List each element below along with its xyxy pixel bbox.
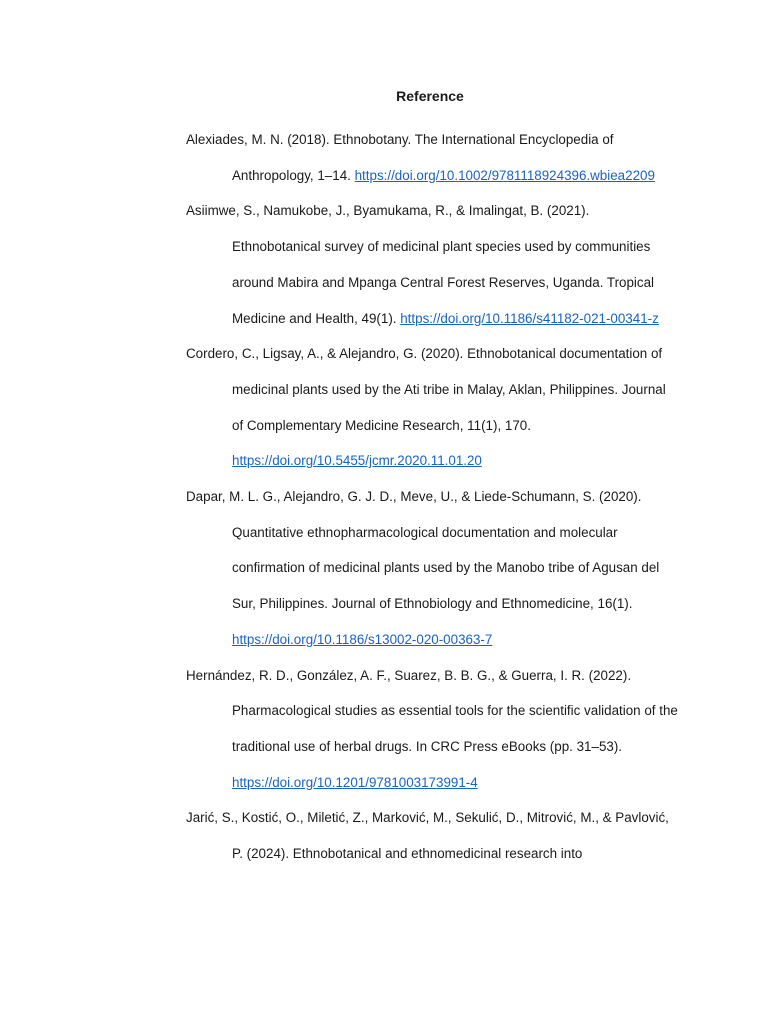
- reference-entry: [186, 193, 680, 336]
- reference-entry: [186, 479, 680, 658]
- reference-entry: [186, 336, 680, 479]
- reference-entry: [186, 658, 680, 801]
- reference-text: Dapar, M. L. G., Alejandro, G. J. D., Meve, U., & Liede-Schumann, S. (2020). Quantitative ethnopharmacological documentation and molecular confirmation of medicinal plants used by the Manobo tribe of Agusan del Sur, Philippines. Journal of Ethnobiology and Ethnomedicine, 16(1).: [186, 489, 660, 612]
- doi-link[interactable]: https://doi.org/10.1002/9781118924396.wbiea2209: [354, 167, 655, 183]
- reference-entry: [186, 122, 680, 193]
- doi-link[interactable]: https://doi.org/10.1186/s13002-020-00363-7: [232, 631, 493, 647]
- doi-link[interactable]: https://doi.org/10.5455/jcmr.2020.11.01.20: [232, 453, 482, 469]
- doi-link[interactable]: https://doi.org/10.1186/s41182-021-00341-z: [400, 310, 659, 326]
- reference-text: Cordero, C., Ligsay, A., & Alejandro, G. (2020). Ethnobotanical documentation of medicinal plants used by the Ati tribe in Malay, Aklan, Philippines. Journal of Complementary Medicine Research, 11(1), 170.: [186, 346, 666, 433]
- reference-entry: [186, 800, 680, 871]
- reference-text: Alexiades, M. N. (2018). Ethnobotany. The International Encyclopedia of Anthropology, 1–14.: [186, 132, 614, 183]
- reference-text: Jarić, S., Kostić, O., Miletić, Z., Marković, M., Sekulić, D., Mitrović, M., & Pavlović, P. (2024). Ethnobotanical and ethnomedicinal research into: [186, 810, 669, 862]
- page-title: Reference: [396, 88, 464, 104]
- reference-text: Asiimwe, S., Namukobe, J., Byamukama, R., & Imalingat, B. (2021). Ethnobotanical survey of medicinal plant species used by communities around Mabira and Mpanga Central Forest Reserves, Uganda. Tropical Medicine and Health, 49(1).: [186, 203, 655, 326]
- doi-link[interactable]: https://doi.org/10.1201/9781003173991-4: [232, 774, 478, 790]
- reference-list: [186, 122, 680, 872]
- reference-text: Hernández, R. D., González, A. F., Suarez, B. B. G., & Guerra, I. R. (2022). Pharmacological studies as essential tools for the scientific validation of the traditional use of herbal drugs. In CRC Press eBooks (pp. 31–53).: [186, 667, 678, 754]
